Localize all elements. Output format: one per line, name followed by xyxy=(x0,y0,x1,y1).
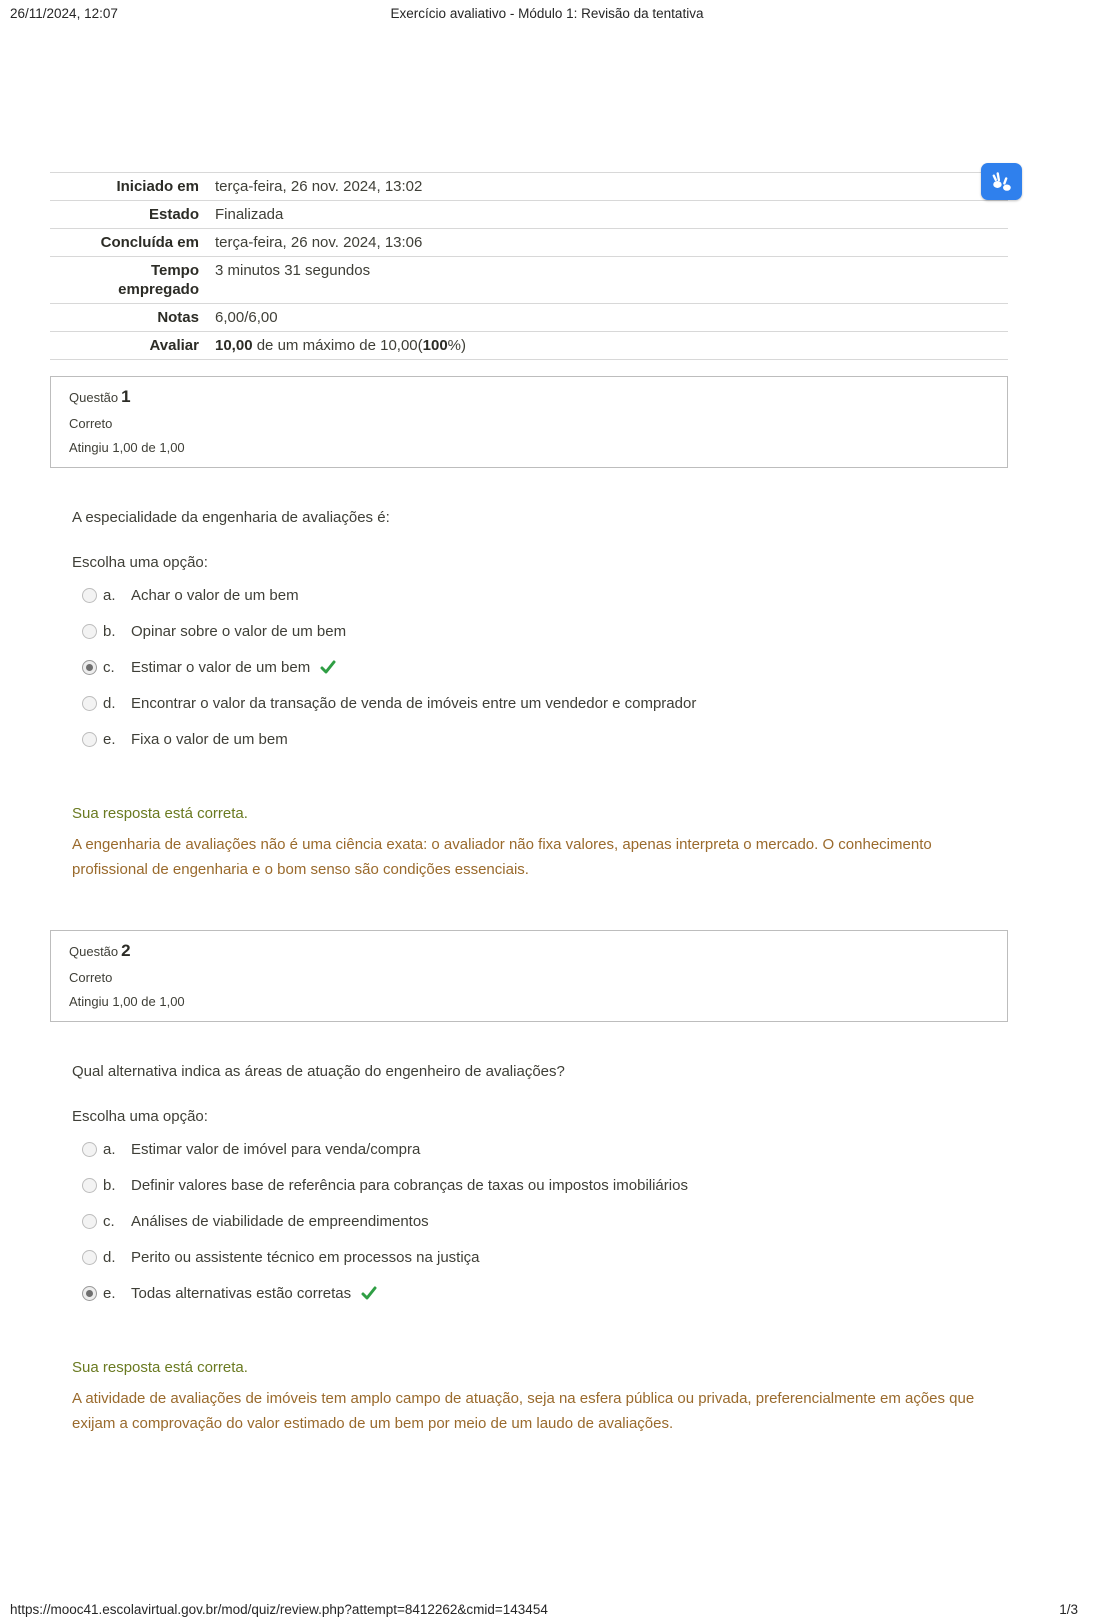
option-letter: d. xyxy=(103,694,116,712)
answer-option[interactable] xyxy=(72,613,1008,649)
option-text: Perito ou assistente técnico em processos na justiça xyxy=(131,1248,480,1266)
summary-value: terça-feira, 26 nov. 2024, 13:06 xyxy=(215,234,423,251)
correct-check-icon xyxy=(320,660,336,674)
answer-status: Sua resposta está correta. xyxy=(72,805,248,822)
summary-value: terça-feira, 26 nov. 2024, 13:02 xyxy=(215,178,423,195)
option-text: Achar o valor de um bem xyxy=(131,586,299,604)
grade-value: 10,00 xyxy=(215,337,253,354)
question-text: Qual alternativa indica as áreas de atuação do engenheiro de avaliações? xyxy=(72,1063,565,1080)
summary-label: Notas xyxy=(157,309,199,326)
option-letter: c. xyxy=(103,1212,115,1230)
radio-button[interactable] xyxy=(82,1214,97,1229)
answer-option[interactable] xyxy=(72,1275,1008,1311)
radio-button[interactable] xyxy=(82,1142,97,1157)
question-points: Atingiu 1,00 de 1,00 xyxy=(69,994,185,1009)
radio-button[interactable] xyxy=(82,624,97,639)
header-datetime: 26/11/2024, 12:07 xyxy=(10,6,118,21)
answer-option[interactable] xyxy=(72,1239,1008,1275)
question-label: Questão xyxy=(69,390,119,405)
answer-option[interactable] xyxy=(72,685,1008,721)
summary-label: Estado xyxy=(148,206,199,223)
question-number-value: 1 xyxy=(121,387,131,406)
footer-url: https://mooc41.escolavirtual.gov.br/mod/quiz/review.php?attempt=8412262&cmid=143454 xyxy=(10,1602,548,1617)
radio-button[interactable] xyxy=(82,1250,97,1265)
summary-value: Finalizada xyxy=(215,206,284,223)
question-feedback: A engenharia de avaliações não é uma ciência exata: o avaliador não fixa valores, apenas interpreta o mercado. O conhecimento profissional de engenharia e o bom senso são condições essenciais. xyxy=(72,836,932,878)
radio-button[interactable] xyxy=(82,696,97,711)
page-title: Exercício avaliativo - Módulo 1: Revisão da tentativa xyxy=(390,6,704,21)
summary-row xyxy=(50,304,1008,332)
option-text: Encontrar o valor da transação de venda de imóveis entre um vendedor e comprador xyxy=(131,694,697,712)
summary-row xyxy=(50,201,1008,229)
answer-option[interactable] xyxy=(72,649,1008,685)
option-text: Definir valores base de referência para cobranças de taxas ou impostos imobiliários xyxy=(131,1176,688,1194)
option-text: Opinar sobre o valor de um bem xyxy=(131,622,347,640)
question-state: Correto xyxy=(69,416,113,431)
print-footer xyxy=(0,1599,1094,1617)
main-content xyxy=(50,172,1008,1436)
option-letter: d. xyxy=(103,1248,116,1266)
answer-option[interactable] xyxy=(72,721,1008,757)
radio-button[interactable] xyxy=(82,660,97,675)
question-label: Questão xyxy=(69,944,119,959)
grade-mid-text: de um máximo de 10,00( xyxy=(252,337,423,354)
option-letter: b. xyxy=(103,1176,116,1194)
summary-label: Concluída em xyxy=(100,234,199,251)
radio-button[interactable] xyxy=(82,588,97,603)
summary-value xyxy=(215,336,466,355)
option-text: Estimar valor de imóvel para venda/compra xyxy=(131,1140,421,1158)
radio-button[interactable] xyxy=(82,1286,97,1301)
option-letter: e. xyxy=(103,730,116,748)
footer-page-number: 1/3 xyxy=(1059,1602,1078,1617)
option-letter: b. xyxy=(103,622,116,640)
summary-value: 6,00/6,00 xyxy=(215,309,278,326)
question-number xyxy=(69,387,989,407)
question-state: Correto xyxy=(69,970,113,985)
option-letter: c. xyxy=(103,658,115,676)
summary-label: Iniciado em xyxy=(116,178,199,195)
question-2-body xyxy=(50,1062,1008,1436)
answer-option[interactable] xyxy=(72,1167,1008,1203)
answer-status: Sua resposta está correta. xyxy=(72,1359,248,1376)
question-number xyxy=(69,941,989,961)
option-text: Fixa o valor de um bem xyxy=(131,730,288,748)
answer-options xyxy=(72,577,1008,757)
question-1-body xyxy=(50,508,1008,882)
sign-language-hands-icon xyxy=(988,169,1016,195)
summary-row xyxy=(50,229,1008,257)
answer-option[interactable] xyxy=(72,577,1008,613)
option-letter: a. xyxy=(103,586,116,604)
correct-check-icon xyxy=(361,1286,377,1300)
choose-option-label: Escolha uma opção: xyxy=(72,554,208,571)
answer-option[interactable] xyxy=(72,1203,1008,1239)
option-letter: e. xyxy=(103,1284,116,1302)
question-2-info-card xyxy=(50,930,1008,1022)
question-feedback: A atividade de avaliações de imóveis tem amplo campo de atuação, seja na esfera pública ou privada, preferencialmente em ações que exijam a comprovação do valor estimado de um bem por meio de um laudo de avaliações. xyxy=(72,1390,975,1432)
print-header xyxy=(0,6,1094,24)
choose-option-label: Escolha uma opção: xyxy=(72,1108,208,1125)
grade-end-text: %) xyxy=(447,337,467,354)
summary-row xyxy=(50,173,1008,201)
summary-label: Avaliar xyxy=(149,337,199,354)
option-text: Análises de viabilidade de empreendimentos xyxy=(131,1212,429,1230)
summary-row xyxy=(50,257,1008,304)
radio-button[interactable] xyxy=(82,1178,97,1193)
question-number-value: 2 xyxy=(121,941,131,960)
answer-options xyxy=(72,1131,1008,1311)
radio-button[interactable] xyxy=(82,732,97,747)
answer-option[interactable] xyxy=(72,1131,1008,1167)
summary-label: Tempo empregado xyxy=(118,262,199,298)
question-points: Atingiu 1,00 de 1,00 xyxy=(69,440,185,455)
question-text: A especialidade da engenharia de avaliações é: xyxy=(72,509,390,526)
option-text: Estimar o valor de um bem xyxy=(131,658,311,676)
summary-value: 3 minutos 31 segundos xyxy=(215,262,371,279)
option-letter: a. xyxy=(103,1140,116,1158)
grade-percent: 100 xyxy=(422,337,448,354)
libras-accessibility-button[interactable] xyxy=(981,163,1022,200)
question-1-info-card xyxy=(50,376,1008,468)
summary-row-avaliar xyxy=(50,332,1008,360)
option-text: Todas alternativas estão corretas xyxy=(131,1284,352,1302)
attempt-summary-table xyxy=(50,172,1008,360)
